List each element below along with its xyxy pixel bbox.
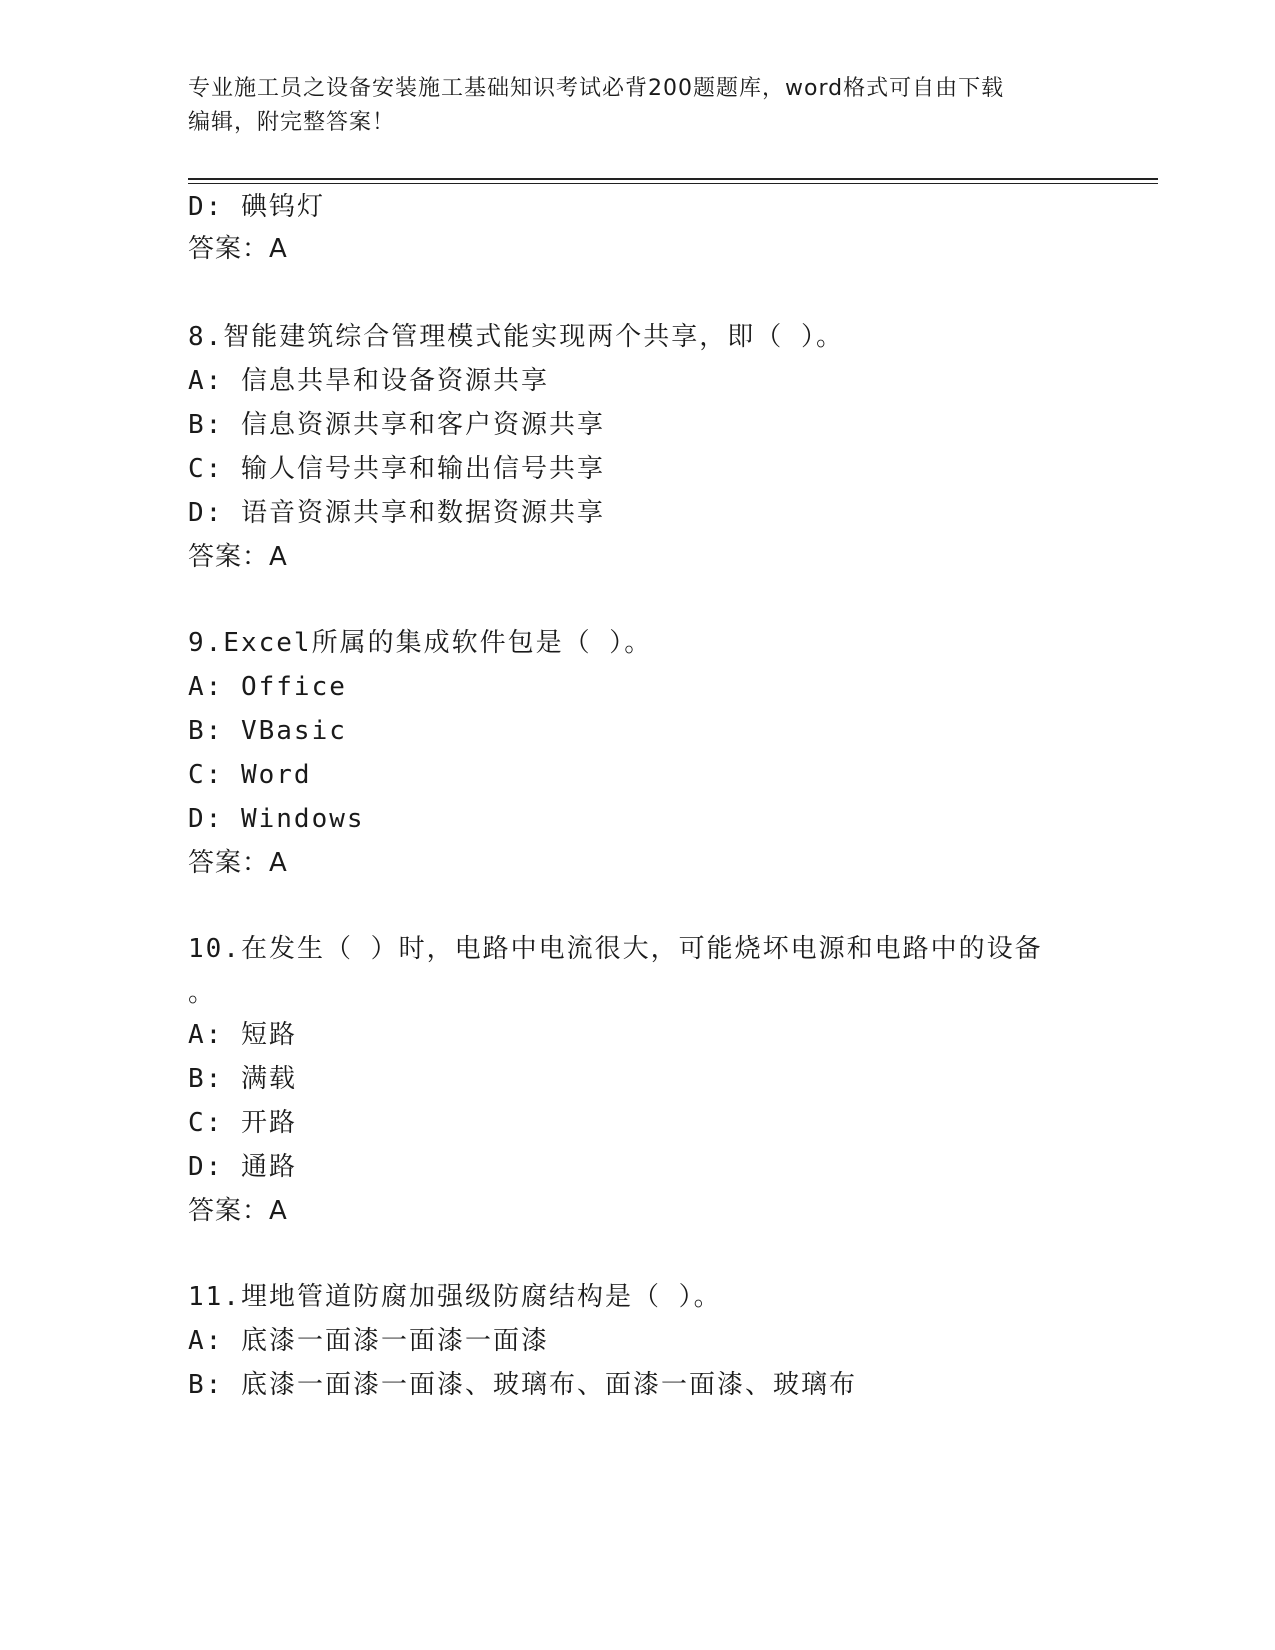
option-d: D: Windows	[188, 804, 365, 834]
option-b: B: 满载	[188, 1064, 297, 1094]
document-header	[188, 72, 1088, 140]
option-b: B: VBasic	[188, 716, 347, 746]
option-b: B: 底漆一面漆一面漆、玻璃布、面漆一面漆、玻璃布	[188, 1370, 857, 1400]
option-d: D: 碘钨灯	[188, 192, 325, 222]
option-a: A: 短路	[188, 1020, 297, 1050]
header-line-1: 专业施工员之设备安装施工基础知识考试必背200题题库，word格式可自由下载	[188, 76, 1005, 101]
option-a: A: Office	[188, 672, 347, 702]
option-a: A: 信息共旱和设备资源共享	[188, 366, 549, 396]
question-11: 11.埋地管道防腐加强级防腐结构是（ ）。	[188, 1282, 722, 1312]
question-10-continued: 。	[188, 978, 217, 1008]
header-line-2: 编辑，附完整答案！	[188, 110, 396, 135]
question-10: 10.在发生（ ）时，电路中电流很大，可能烧坏电源和电路中的设备	[188, 934, 1043, 964]
question-8: 8.智能建筑综合管理模式能实现两个共享，即（ ）。	[188, 322, 844, 352]
option-a: A: 底漆一面漆一面漆一面漆	[188, 1326, 549, 1356]
header-rule-thick	[188, 178, 1158, 180]
option-c: C: 开路	[188, 1108, 297, 1138]
answer: 答案：A	[188, 542, 288, 572]
question-9: 9.Excel所属的集成软件包是（ ）。	[188, 628, 653, 658]
answer: 答案：A	[188, 1196, 288, 1226]
answer: 答案：A	[188, 848, 288, 878]
option-d: D: 通路	[188, 1152, 297, 1182]
header-rule-thin	[188, 183, 1158, 184]
option-c: C: 输人信号共享和输出信号共享	[188, 454, 605, 484]
option-d: D: 语音资源共享和数据资源共享	[188, 498, 605, 528]
option-c: C: Word	[188, 760, 312, 790]
option-b: B: 信息资源共享和客户资源共享	[188, 410, 605, 440]
answer: 答案：A	[188, 234, 288, 264]
